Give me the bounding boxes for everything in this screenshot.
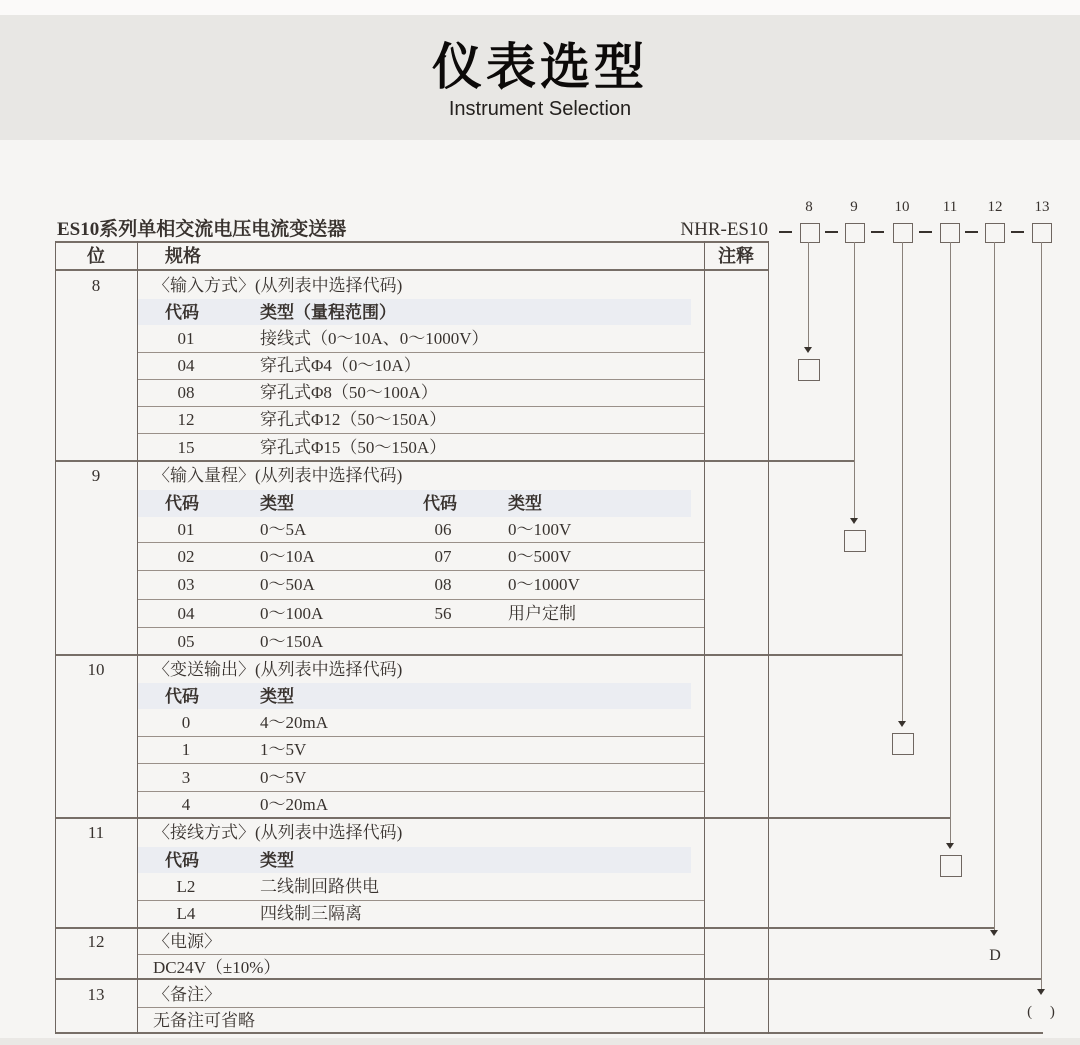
code-value: L2	[176, 877, 196, 896]
type-value: 穿孔式Φ15（50～150A）	[260, 437, 447, 457]
dash-separator	[965, 231, 978, 233]
pos-value: 9	[91, 466, 101, 485]
note-column-border	[704, 241, 705, 1034]
type-value: 0～100A	[260, 603, 324, 623]
dash-separator	[871, 231, 884, 233]
type-value: 穿孔式Φ12（50～150A）	[260, 410, 447, 429]
digit-label-10: 10	[894, 198, 910, 215]
leader-line-9	[854, 242, 855, 518]
type-value: 四线制三隔离	[260, 904, 362, 923]
digit-label-8: 8	[805, 198, 813, 215]
type-value: 二线制回路供电	[260, 877, 379, 896]
dash-separator	[919, 231, 932, 233]
pos-value: 10	[87, 659, 105, 679]
type-value: 0～20mA	[260, 794, 328, 814]
column-header-note: 注释	[718, 246, 754, 266]
type-header: 类型（量程范围）	[260, 302, 396, 322]
type-header: 类型	[260, 494, 294, 513]
column-header-spec: 规格	[165, 246, 201, 266]
row-divider-line	[138, 627, 704, 628]
selection-code-box-9	[844, 530, 866, 552]
type-header-2: 类型	[508, 494, 542, 513]
top-strip	[0, 0, 1080, 15]
model-code-box-13	[1032, 223, 1052, 243]
code-value: 12	[177, 410, 195, 429]
table-right-border	[768, 241, 769, 1034]
type-value-2: 0～100V	[508, 520, 572, 539]
code-value-2: 06	[434, 520, 452, 539]
code-value: L4	[176, 904, 196, 923]
type-value: 穿孔式Φ8（50～100A）	[260, 383, 438, 402]
code-value: 15	[177, 437, 195, 457]
model-code-box-10	[893, 223, 913, 243]
digit-label-11: 11	[942, 198, 958, 215]
code-header: 代码	[165, 686, 199, 706]
code-value: 02	[177, 546, 195, 566]
power-code-label: D	[989, 947, 1001, 964]
table-bottom-border	[55, 1032, 1043, 1034]
table-top-border	[55, 241, 768, 243]
code-value-2: 07	[434, 546, 452, 566]
page-title: 仪表选型	[432, 39, 648, 95]
type-header: 类型	[260, 850, 294, 870]
leader-line-12	[994, 242, 995, 930]
dash-separator	[1011, 231, 1024, 233]
type-value: 穿孔式Φ4（0～10A）	[260, 356, 421, 375]
code-value: 03	[177, 575, 195, 594]
table-left-border	[55, 241, 56, 1034]
code-value: 01	[177, 329, 195, 348]
code-header: 代码	[165, 850, 199, 870]
code-value: 4	[181, 794, 191, 814]
digit-label-12: 12	[987, 198, 1003, 215]
arrow-down-icon	[898, 721, 906, 727]
code-value: 05	[177, 631, 195, 651]
arrow-down-icon	[850, 518, 858, 524]
dash-separator	[825, 231, 838, 233]
type-value: 1～5V	[260, 740, 307, 759]
column-header-pos: 位	[87, 246, 105, 266]
product-title: ES10系列单相交流电压电流变送器	[57, 218, 347, 240]
leader-line-8	[808, 242, 809, 347]
section-title: 〈备注〉	[153, 985, 221, 1004]
leader-line-11	[950, 242, 951, 843]
pos-value: 11	[87, 823, 105, 842]
model-prefix: NHR-ES10	[680, 218, 768, 240]
section-title: 〈接线方式〉(从列表中选择代码)	[153, 823, 403, 842]
type-value: 0～5A	[260, 520, 307, 539]
type-value: 0～50A	[260, 575, 315, 594]
arrow-down-icon	[946, 843, 954, 849]
section-title: 〈输入方式〉(从列表中选择代码)	[153, 275, 403, 295]
remark-placeholder-label: ( )	[1027, 1003, 1055, 1020]
section-content: DC24V（±10%）	[153, 957, 281, 977]
pos-value: 8	[91, 275, 101, 295]
arrow-down-icon	[1037, 989, 1045, 995]
section-banner	[0, 15, 1080, 140]
code-value: 08	[177, 383, 195, 402]
section-title: 〈输入量程〉(从列表中选择代码)	[153, 466, 403, 485]
type-value-2: 0～1000V	[508, 575, 580, 594]
type-value: 0～5V	[260, 767, 307, 787]
model-code-box-9	[845, 223, 865, 243]
leader-line-13	[1041, 242, 1042, 989]
type-value: 接线式（0～10A、0～1000V）	[260, 329, 489, 348]
type-header: 类型	[260, 686, 294, 706]
model-code-box-12	[985, 223, 1005, 243]
digit-label-13: 13	[1034, 198, 1050, 215]
type-value-2: 0～500V	[508, 546, 572, 566]
code-value-2: 56	[434, 603, 452, 623]
selection-code-box-8	[798, 359, 820, 381]
pos-value: 12	[87, 932, 105, 951]
code-header-2: 代码	[423, 494, 457, 513]
section-title: 〈电源〉	[153, 932, 221, 951]
type-value: 0～10A	[260, 546, 315, 566]
selection-code-box-11	[940, 855, 962, 877]
arrow-down-icon	[990, 930, 998, 936]
pos-column-border	[137, 241, 138, 1034]
arrow-down-icon	[804, 347, 812, 353]
code-value-2: 08	[434, 575, 452, 594]
code-header: 代码	[165, 302, 199, 322]
bottom-strip	[0, 1038, 1080, 1045]
leader-line-10	[902, 242, 903, 721]
type-value: 4～20mA	[260, 713, 328, 732]
code-value: 0	[181, 713, 191, 732]
code-header: 代码	[165, 494, 199, 513]
digit-label-9: 9	[850, 198, 858, 215]
model-code-box-11	[940, 223, 960, 243]
section-title: 〈变送输出〉(从列表中选择代码)	[153, 659, 403, 679]
selection-code-box-10	[892, 733, 914, 755]
code-value: 01	[177, 520, 195, 539]
header-divider-line	[55, 269, 768, 271]
dash-separator	[779, 231, 792, 233]
model-code-box-8	[800, 223, 820, 243]
code-value: 04	[177, 356, 195, 375]
code-value: 04	[177, 603, 195, 623]
code-value: 3	[181, 767, 191, 787]
type-value: 0～150A	[260, 631, 324, 651]
type-value-2: 用户定制	[508, 603, 576, 623]
page-subtitle: Instrument Selection	[448, 98, 632, 120]
pos-value: 13	[87, 985, 105, 1004]
code-value: 1	[181, 740, 191, 759]
section-content: 无备注可省略	[153, 1010, 255, 1030]
